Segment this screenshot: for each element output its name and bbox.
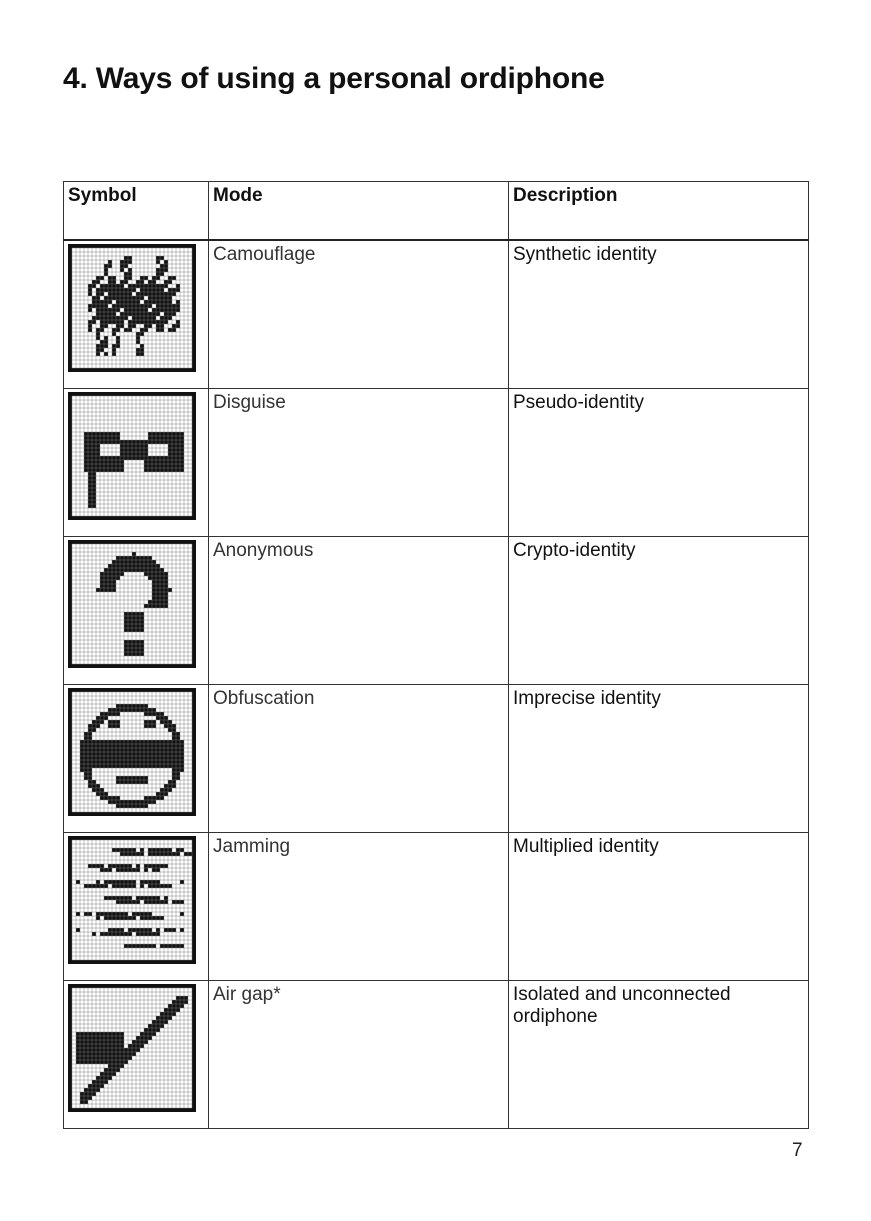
description-cell: Synthetic identity xyxy=(509,240,809,389)
mode-cell: Jamming xyxy=(209,833,509,981)
description-cell: Multiplied identity xyxy=(509,833,809,981)
obfuscated-face-icon xyxy=(68,688,196,816)
table-header-row xyxy=(64,182,809,241)
symbol-cell xyxy=(64,537,209,685)
page-number: 7 xyxy=(792,1140,803,1161)
mode-cell: Air gap* xyxy=(209,981,509,1129)
table-row xyxy=(64,685,809,833)
symbol-cell xyxy=(64,833,209,981)
table-row xyxy=(64,240,809,389)
page-title: 4. Ways of using a personal ordiphone xyxy=(63,62,605,95)
mode-cell: Anonymous xyxy=(209,537,509,685)
header-symbol: Symbol xyxy=(64,182,209,241)
question-mark-icon xyxy=(68,540,196,668)
header-mode: Mode xyxy=(209,182,509,241)
table-row xyxy=(64,981,809,1129)
air-gap-icon xyxy=(68,984,196,1112)
mode-cell: Obfuscation xyxy=(209,685,509,833)
jamming-noise-icon xyxy=(68,836,196,964)
description-cell: Pseudo-identity xyxy=(509,389,809,537)
table-row xyxy=(64,833,809,981)
mode-cell: Disguise xyxy=(209,389,509,537)
description-cell: Imprecise identity xyxy=(509,685,809,833)
header-description: Description xyxy=(509,182,809,241)
description-cell: Crypto-identity xyxy=(509,537,809,685)
disguise-mask-icon xyxy=(68,392,196,520)
symbol-cell xyxy=(64,981,209,1129)
symbol-cell xyxy=(64,389,209,537)
table-row xyxy=(64,389,809,537)
mode-cell: Camouflage xyxy=(209,240,509,389)
symbol-cell xyxy=(64,240,209,389)
symbol-cell xyxy=(64,685,209,833)
description-cell: Isolated and unconnected ordiphone xyxy=(509,981,809,1129)
camouflage-icon xyxy=(68,244,196,372)
modes-table xyxy=(63,181,809,1129)
table-row xyxy=(64,537,809,685)
